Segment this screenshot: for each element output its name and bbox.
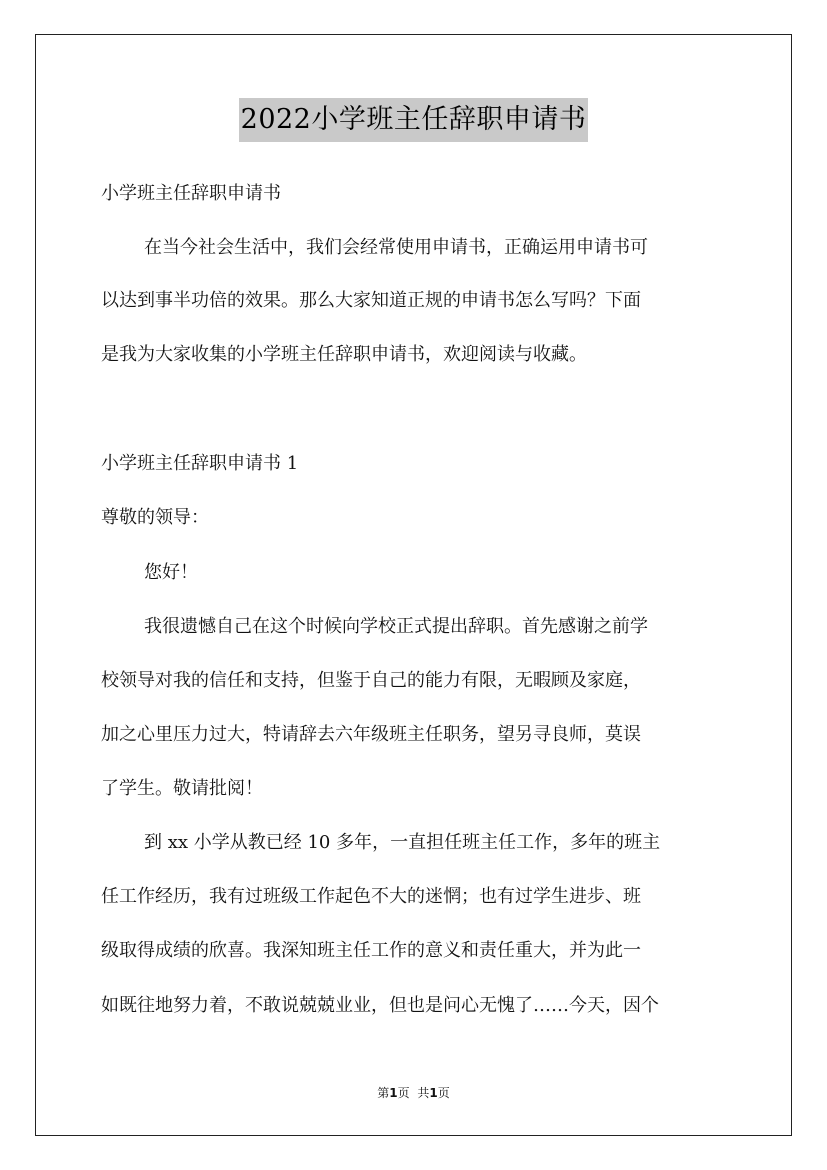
document-title: 2022小学班主任辞职申请书 <box>239 98 589 142</box>
paragraph-line: 加之心里压力过大，特请辞去六年级班主任职务，望另寻良师，莫误 <box>101 724 641 745</box>
footer-total-suffix: 页 <box>437 1086 450 1100</box>
letter-heading: 小学班主任辞职申请书 1 <box>101 453 299 474</box>
paragraph-line: 校领导对我的信任和支持，但鉴于自己的能力有限，无暇顾及家庭， <box>101 670 641 691</box>
paragraph-line: 以达到事半功倍的效果。那么大家知道正规的申请书怎么写吗？下面 <box>101 290 641 311</box>
salutation: 尊敬的领导： <box>101 507 209 528</box>
greeting: 您好！ <box>144 562 198 583</box>
paragraph-line: 到 xx 小学从教已经 10 多年，一直担任班主任工作，多年的班主 <box>144 832 661 853</box>
page-footer <box>0 1085 827 1101</box>
paragraph-line: 级取得成绩的欣喜。我深知班主任工作的意义和责任重大，并为此一 <box>101 940 641 961</box>
paragraph-line: 了学生。敬请批阅！ <box>101 778 263 799</box>
paragraph-line: 在当今社会生活中，我们会经常使用申请书，正确运用申请书可 <box>144 237 648 258</box>
footer-total-prefix: 共 <box>417 1086 430 1100</box>
paragraph-line: 如既往地努力着，不敢说兢兢业业，但也是问心无愧了……今天，因个 <box>101 995 659 1016</box>
footer-page-suffix: 页 <box>397 1086 410 1100</box>
paragraph-line: 任工作经历，我有过班级工作起色不大的迷惘；也有过学生进步、班 <box>101 886 641 907</box>
paragraph-line: 我很遗憾自己在这个时候向学校正式提出辞职。首先感谢之前学 <box>144 616 648 637</box>
title-container <box>0 98 827 142</box>
section-heading: 小学班主任辞职申请书 <box>101 183 281 204</box>
footer-page-number: 1 <box>389 1086 398 1100</box>
footer-total-number: 1 <box>429 1086 438 1100</box>
footer-page-prefix: 第 <box>377 1086 390 1100</box>
paragraph-line: 是我为大家收集的小学班主任辞职申请书，欢迎阅读与收藏。 <box>101 344 587 365</box>
